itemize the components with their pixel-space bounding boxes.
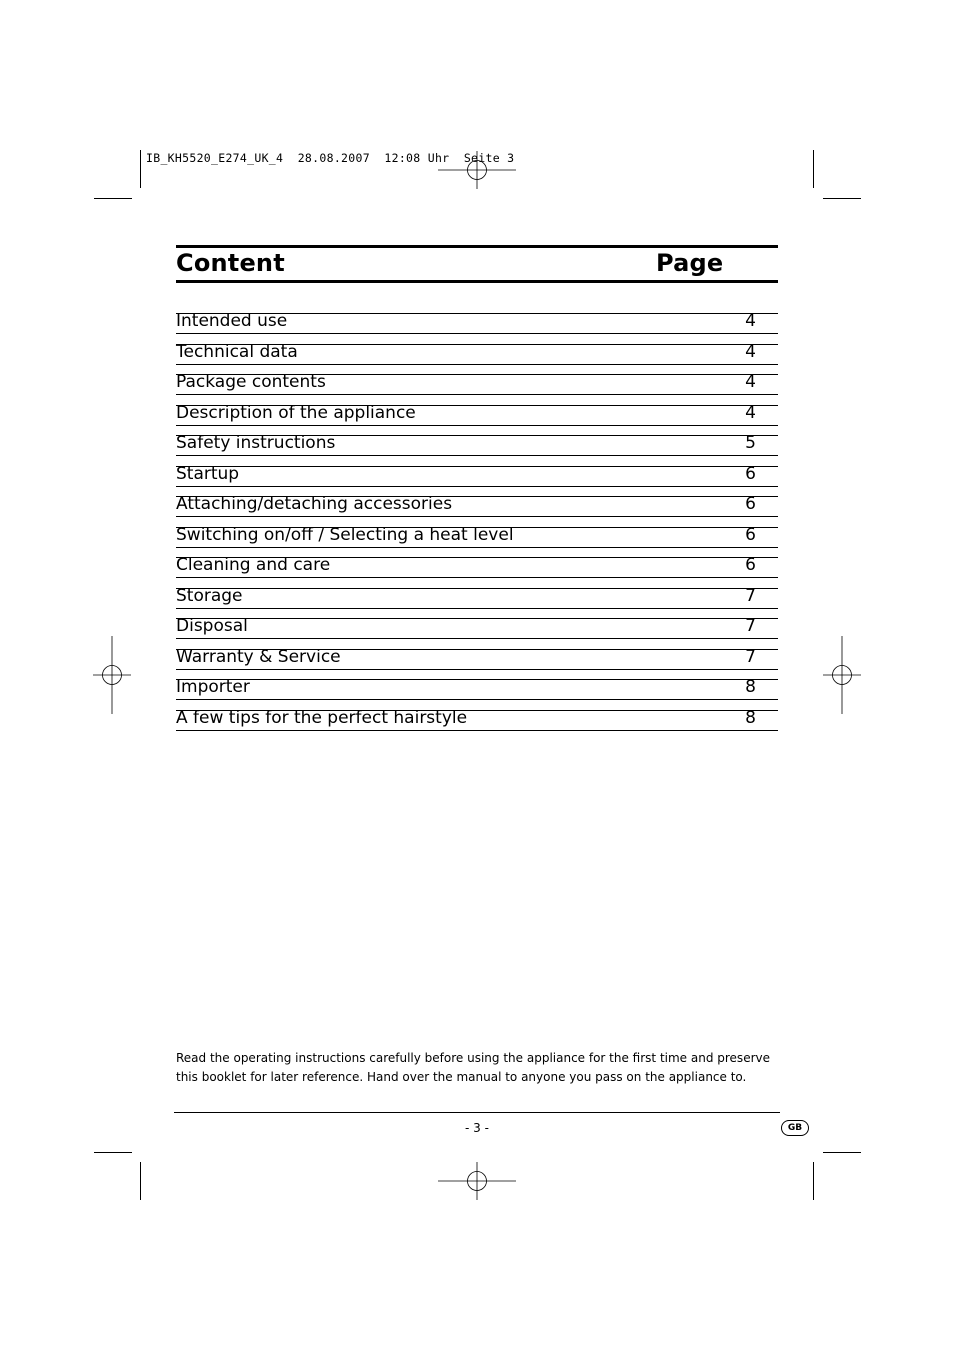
toc-row[interactable]: [176, 557, 778, 578]
toc-entry-page: 5: [745, 433, 756, 453]
toc-entry-page: 4: [745, 402, 756, 423]
registration-mark-icon: [438, 1142, 516, 1220]
crop-mark: [813, 1162, 814, 1200]
toc-entry-page: 7: [745, 646, 756, 667]
toc-row[interactable]: [176, 646, 778, 670]
table-of-contents: [176, 313, 778, 740]
toc-row[interactable]: [176, 463, 778, 487]
toc-entry-title: Package contents: [176, 372, 326, 392]
toc-entry-title: Storage: [176, 585, 243, 606]
toc-entry-title: Attaching/detaching accessories: [176, 494, 453, 514]
print-slug: IB_KH5520_E274_UK_4 28.08.2007 12:08 Uhr Seite 3: [146, 151, 515, 165]
toc-row[interactable]: [176, 435, 778, 456]
footer-divider: [174, 1112, 780, 1113]
toc-entry-title: Description of the appliance: [176, 402, 416, 423]
footnote-text: Read the operating instructions carefully before using the appliance for the first time and preserve this booklet for later reference. Hand over the manual to anyone you pass on the appliance to.: [176, 1051, 770, 1084]
crop-mark: [823, 198, 861, 199]
toc-entry-title: Cleaning and care: [176, 555, 331, 575]
toc-row[interactable]: [176, 524, 778, 548]
toc-entry-page: 4: [745, 372, 756, 392]
crop-mark: [823, 1152, 861, 1153]
toc-entry-page: 6: [745, 524, 756, 545]
toc-entry-title: Intended use: [176, 311, 288, 331]
crop-mark: [813, 150, 814, 188]
toc-row[interactable]: [176, 679, 778, 700]
toc-row[interactable]: [176, 496, 778, 517]
toc-entry-page: 6: [745, 494, 756, 514]
toc-row[interactable]: [176, 585, 778, 609]
toc-row[interactable]: [176, 374, 778, 395]
registration-mark-icon: [438, 131, 516, 209]
toc-entry-title: Warranty & Service: [176, 646, 341, 667]
toc-entry-title: Disposal: [176, 616, 248, 636]
toc-entry-page: 8: [745, 707, 756, 728]
toc-row[interactable]: [176, 707, 778, 731]
content-heading: Content: [176, 249, 285, 277]
language-badge: GB: [781, 1120, 809, 1136]
toc-row[interactable]: [176, 313, 778, 334]
toc-entry-title: Switching on/off / Selecting a heat level: [176, 524, 514, 545]
toc-entry-title: Importer: [176, 677, 250, 697]
crop-mark: [94, 198, 132, 199]
toc-entry-title: A few tips for the perfect hairstyle: [176, 707, 468, 728]
registration-mark-icon: [73, 636, 151, 714]
toc-entry-title: Safety instructions: [176, 433, 336, 453]
toc-entry-title: Technical data: [176, 341, 298, 362]
toc-entry-page: 4: [745, 311, 756, 331]
toc-entry-page: 6: [745, 463, 756, 484]
crop-mark: [140, 1162, 141, 1200]
toc-entry-page: 7: [745, 585, 756, 606]
crop-mark: [94, 1152, 132, 1153]
page-number: - 3 -: [465, 1121, 489, 1135]
toc-entry-title: Startup: [176, 463, 240, 484]
toc-row[interactable]: [176, 341, 778, 365]
toc-entry-page: 8: [745, 677, 756, 697]
toc-entry-page: 6: [745, 555, 756, 575]
registration-mark-icon: [803, 636, 881, 714]
toc-header: [176, 245, 778, 283]
toc-row[interactable]: [176, 402, 778, 426]
toc-entry-page: 7: [745, 616, 756, 636]
toc-row[interactable]: [176, 618, 778, 639]
page-heading: Page: [656, 249, 724, 277]
crop-mark: [140, 150, 141, 188]
toc-entry-page: 4: [745, 341, 756, 362]
